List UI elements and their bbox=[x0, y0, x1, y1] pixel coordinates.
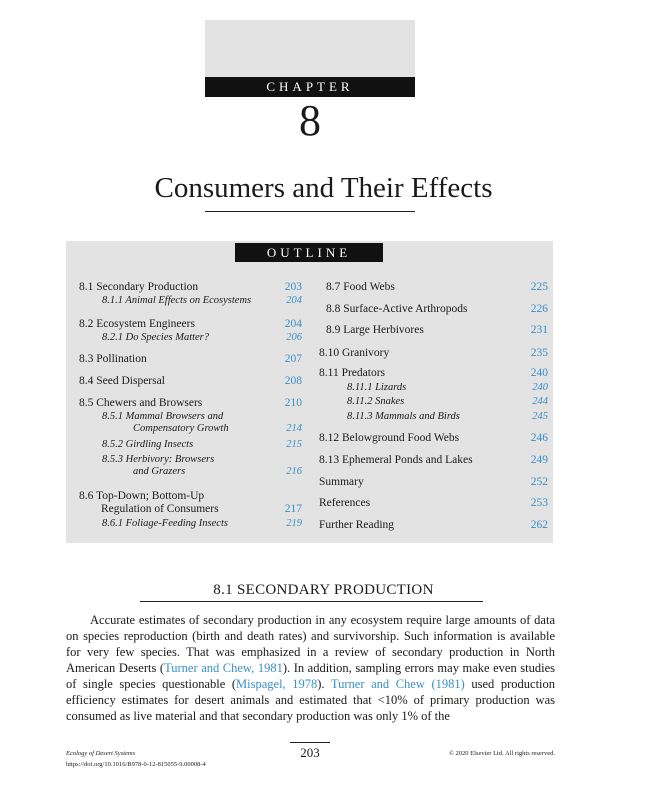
title-rule bbox=[205, 211, 415, 212]
toc-entry-label: 8.2.1 Do Species Matter? bbox=[102, 332, 210, 343]
toc-entry[interactable] bbox=[326, 324, 548, 337]
toc-entry-page[interactable]: 204 bbox=[284, 318, 302, 330]
toc-entry-page[interactable]: 207 bbox=[284, 353, 302, 365]
toc-entry-page[interactable]: 217 bbox=[284, 503, 302, 515]
toc-entry-label: 8.11.1 Lizards bbox=[347, 382, 407, 393]
toc-entry-page[interactable]: 235 bbox=[530, 347, 548, 359]
toc-entry-page[interactable]: 240 bbox=[530, 367, 548, 379]
citation-link[interactable]: Turner and Chew (1981) bbox=[330, 677, 465, 691]
toc-entry-label-continued: Regulation of Consumers bbox=[101, 503, 219, 515]
toc-entry-label: References bbox=[319, 497, 371, 509]
footer-rule bbox=[290, 742, 330, 743]
toc-entry[interactable] bbox=[326, 281, 548, 294]
body-text-segment: ). bbox=[317, 677, 331, 691]
section-rule bbox=[140, 601, 483, 602]
toc-entry-page[interactable]: 203 bbox=[284, 281, 302, 293]
toc-entry-page[interactable]: 214 bbox=[286, 423, 302, 434]
toc-entry[interactable] bbox=[319, 454, 548, 467]
toc-entry-page[interactable]: 226 bbox=[530, 303, 548, 315]
copyright-notice: © 2020 Elsevier Ltd. All rights reserved. bbox=[448, 750, 555, 757]
toc-entry-page[interactable]: 246 bbox=[530, 432, 548, 444]
toc-entry[interactable] bbox=[319, 476, 548, 489]
toc-entry-label: 8.12 Belowground Food Webs bbox=[319, 432, 460, 444]
toc-entry[interactable] bbox=[79, 397, 302, 410]
toc-entry-page[interactable]: 245 bbox=[532, 411, 548, 422]
toc-entry-page[interactable]: 262 bbox=[530, 519, 548, 531]
toc-entry-label: 8.5 Chewers and Browsers bbox=[79, 397, 203, 409]
toc-entry-page[interactable]: 252 bbox=[530, 476, 548, 488]
citation-link[interactable]: Turner and Chew, 1981 bbox=[164, 661, 283, 675]
toc-entry-label: 8.9 Large Herbivores bbox=[326, 324, 424, 336]
toc-entry-page[interactable]: 231 bbox=[530, 324, 548, 336]
toc-entry-label: 8.10 Granivory bbox=[319, 347, 390, 359]
toc-subentry[interactable] bbox=[102, 518, 302, 530]
toc-entry[interactable] bbox=[319, 519, 548, 532]
toc-entry[interactable] bbox=[319, 497, 548, 510]
toc-subentry[interactable] bbox=[347, 411, 548, 423]
toc-entry[interactable] bbox=[79, 353, 302, 366]
toc-entry-label: 8.8 Surface-Active Arthropods bbox=[326, 303, 468, 315]
toc-subentry[interactable] bbox=[347, 396, 548, 408]
toc-entry-label: 8.6.1 Foliage-Feeding Insects bbox=[102, 518, 228, 529]
toc-entry-label: 8.3 Pollination bbox=[79, 353, 147, 365]
toc-subentry[interactable] bbox=[102, 332, 302, 344]
toc-entry-label: 8.5.3 Herbivory: Browsers bbox=[102, 454, 215, 465]
toc-entry-label-continued: and Grazers bbox=[133, 466, 186, 477]
toc-entry[interactable] bbox=[79, 375, 302, 388]
toc-entry[interactable] bbox=[79, 318, 302, 331]
section-heading: 8.1 SECONDARY PRODUCTION bbox=[213, 582, 434, 598]
body-text-segment: Accurate estimates of secondary production in any ecosystem require large amounts of data on species reproduction (birth and death rates) and survivorship. Such information is available for very few species. That was emphasized in a review of secondary production in North American Deserts ( bbox=[66, 613, 555, 675]
toc-subentry[interactable] bbox=[102, 295, 302, 307]
toc-entry[interactable] bbox=[79, 490, 302, 516]
toc-entry-page[interactable]: 225 bbox=[530, 281, 548, 293]
outline-label: OUTLINE bbox=[235, 243, 383, 262]
toc-entry-label: 8.7 Food Webs bbox=[326, 281, 395, 293]
toc-entry-label: 8.13 Ephemeral Ponds and Lakes bbox=[319, 454, 473, 466]
chapter-label: CHAPTER bbox=[205, 77, 415, 97]
toc-subentry[interactable] bbox=[102, 439, 302, 451]
toc-entry-page[interactable]: 208 bbox=[284, 375, 302, 387]
page-number: 203 bbox=[300, 745, 320, 760]
toc-subentry[interactable] bbox=[347, 382, 548, 394]
toc-entry-label: 8.4 Seed Dispersal bbox=[79, 375, 165, 387]
toc-entry-label: 8.5.2 Girdling Insects bbox=[102, 439, 194, 450]
toc-entry-page[interactable]: 240 bbox=[532, 382, 548, 393]
toc-entry-label: 8.1 Secondary Production bbox=[79, 281, 199, 293]
chapter-number: 8 bbox=[299, 96, 321, 145]
toc-subentry[interactable] bbox=[102, 411, 302, 435]
toc-entry-page[interactable]: 204 bbox=[286, 295, 302, 306]
toc-entry-page[interactable]: 253 bbox=[530, 497, 548, 509]
toc-entry-page[interactable]: 206 bbox=[286, 332, 302, 343]
toc-entry-page[interactable]: 219 bbox=[286, 518, 302, 529]
body-text-segment: ). In addition, sampling errors may make even studies of single species questionable ( bbox=[66, 661, 556, 691]
toc-entry-label: 8.2 Ecosystem Engineers bbox=[79, 318, 195, 330]
toc-entry-label: 8.11 Predators bbox=[319, 367, 386, 379]
body-paragraph bbox=[66, 612, 555, 724]
body-text-segment: used production efficiency estimates for desert animals and estimated that <10% of primary production was consumed as live material and that secondary production was only 1% of the bbox=[66, 677, 556, 723]
toc-entry-page[interactable]: 215 bbox=[286, 439, 302, 450]
citation-link[interactable]: Mispagel, 1978 bbox=[236, 677, 318, 691]
toc-entry-page[interactable]: 249 bbox=[530, 454, 548, 466]
toc-entry-label: Summary bbox=[319, 476, 364, 488]
doi-link[interactable]: https://doi.org/10.1016/B978-0-12-815055-9.00008-4 bbox=[66, 761, 206, 768]
toc-entry[interactable] bbox=[319, 432, 548, 445]
toc-entry-label: 8.11.3 Mammals and Birds bbox=[347, 411, 460, 422]
toc-entry-label: Further Reading bbox=[319, 519, 395, 531]
chapter-title: Consumers and Their Effects bbox=[154, 172, 493, 204]
toc-entry-page[interactable]: 244 bbox=[532, 396, 548, 407]
toc-entry-page[interactable]: 210 bbox=[284, 397, 302, 409]
toc-subentry[interactable] bbox=[102, 454, 302, 478]
toc-entry-label: 8.5.1 Mammal Browsers and bbox=[102, 411, 224, 422]
toc-entry-label: 8.1.1 Animal Effects on Ecosystems bbox=[102, 295, 252, 306]
toc-entry[interactable] bbox=[319, 347, 548, 360]
journal-title: Ecology of Desert Systems bbox=[66, 750, 136, 757]
toc-entry-label: 8.11.2 Snakes bbox=[347, 396, 405, 407]
toc-entry[interactable] bbox=[79, 281, 302, 294]
toc-entry-label: 8.6 Top-Down; Bottom-Up bbox=[79, 490, 205, 502]
toc-entry-label-continued: Compensatory Growth bbox=[133, 423, 229, 434]
toc-entry[interactable] bbox=[326, 303, 548, 316]
toc-entry-page[interactable]: 216 bbox=[286, 466, 302, 477]
toc-entry[interactable] bbox=[319, 367, 548, 380]
